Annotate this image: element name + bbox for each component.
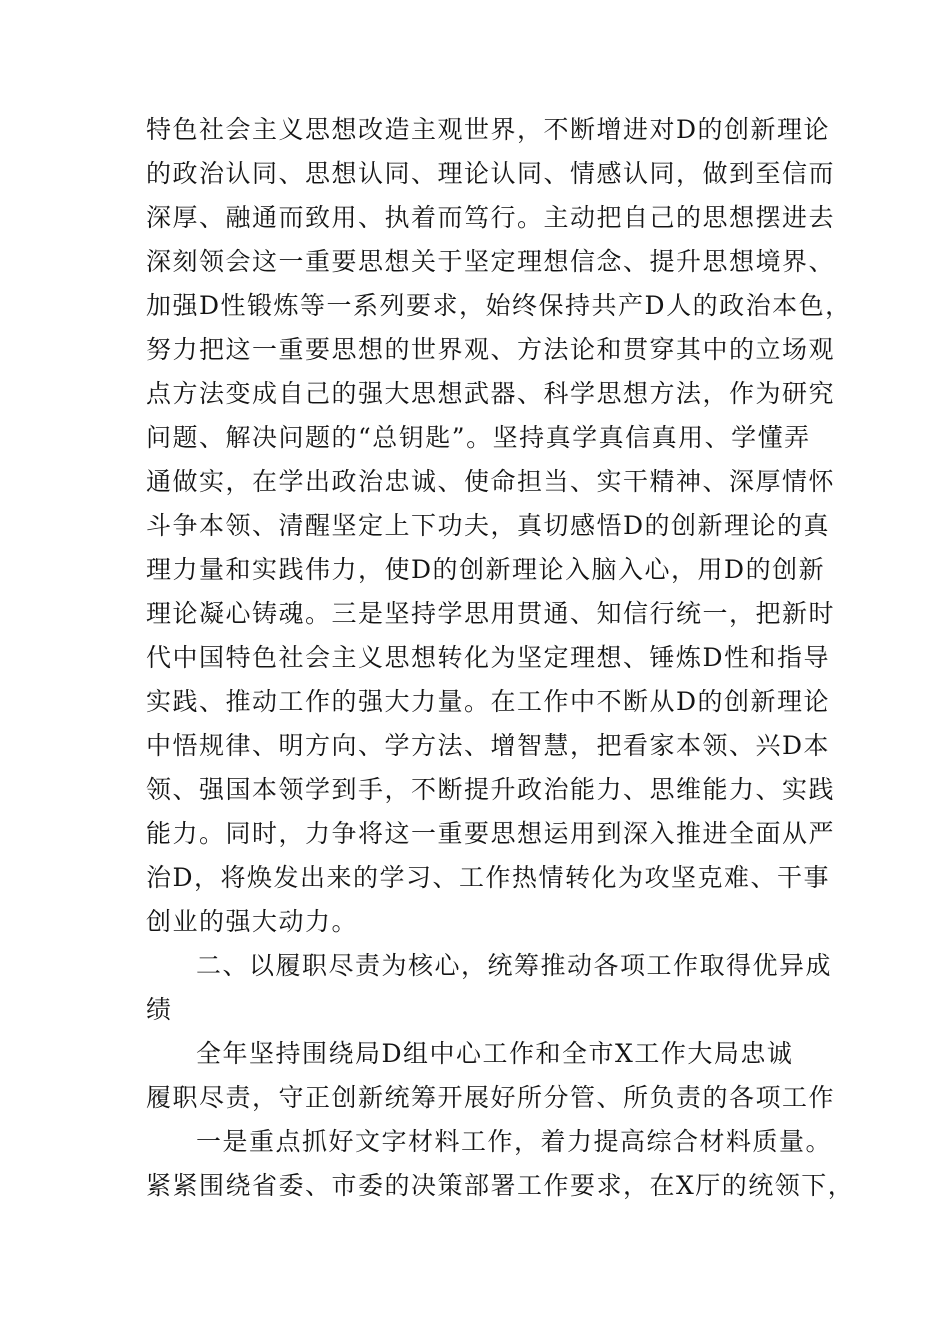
text-line: 通做实，在学出政治忠诚、使命担当、实干精神、深厚情怀 [146,467,836,496]
text-line: 代中国特色社会主义思想转化为坚定理想、锤炼D性和指导 [146,643,831,672]
text-line: 能力。同时，力争将这一重要思想运用到深入推进全面从严 [146,819,836,848]
text-line: 理论凝心铸魂。三是坚持学思用贯通、知信行统一，把新时 [146,599,836,628]
text-line: 履职尽责，守正创新统筹开展好所分管、所负责的各项工作 [146,1083,836,1112]
text-line: 深厚、融通而致用、执着而笃行。主动把自己的思想摆进去 [146,203,836,232]
text-line: 创业的强大动力。 [146,907,359,936]
section-heading-continuation: 绩 [146,995,173,1024]
text-line: 中悟规律、明方向、学方法、增智慧，把看家本领、兴D本 [146,731,831,760]
text-line: 治D，将焕发出来的学习、工作热情转化为攻坚克难、干事 [146,863,831,892]
text-line: 的政治认同、思想认同、理论认同、情感认同，做到至信而 [146,159,836,188]
text-line: 深刻领会这一重要思想关于坚定理想信念、提升思想境界、 [146,247,836,276]
text-line: 努力把这一重要思想的世界观、方法论和贯穿其中的立场观 [146,335,836,364]
text-line: 斗争本领、清醒坚定上下功夫，真切感悟D的创新理论的真 [146,511,831,540]
section-heading: 二、以履职尽责为核心，统筹推动各项工作取得优异成 [196,951,833,980]
text-line: 问题、解决问题的“总钥匙”。坚持真学真信真用、学懂弄 [146,423,811,452]
paragraph-start: 全年坚持围绕局D组中心工作和全市X工作大局忠诚 [196,1039,794,1068]
text-line: 理力量和实践伟力，使D的创新理论入脑入心，用D的创新 [146,555,826,584]
paragraph-start: 一是重点抓好文字材料工作，着力提高综合材料质量。 [196,1127,833,1156]
text-line: 紧紧围绕省委、市委的决策部署工作要求，在X厅的统领下， [146,1171,855,1200]
text-line: 领、强国本领学到手，不断提升政治能力、思维能力、实践 [146,775,836,804]
text-line: 加强D性锻炼等一系列要求，始终保持共产D人的政治本色， [146,291,852,320]
text-line: 特色社会主义思想改造主观世界，不断增进对D的创新理论 [146,115,831,144]
text-line: 实践、推动工作的强大力量。在工作中不断从D的创新理论 [146,687,831,716]
text-line: 点方法变成自己的强大思想武器、科学思想方法，作为研究 [146,379,836,408]
